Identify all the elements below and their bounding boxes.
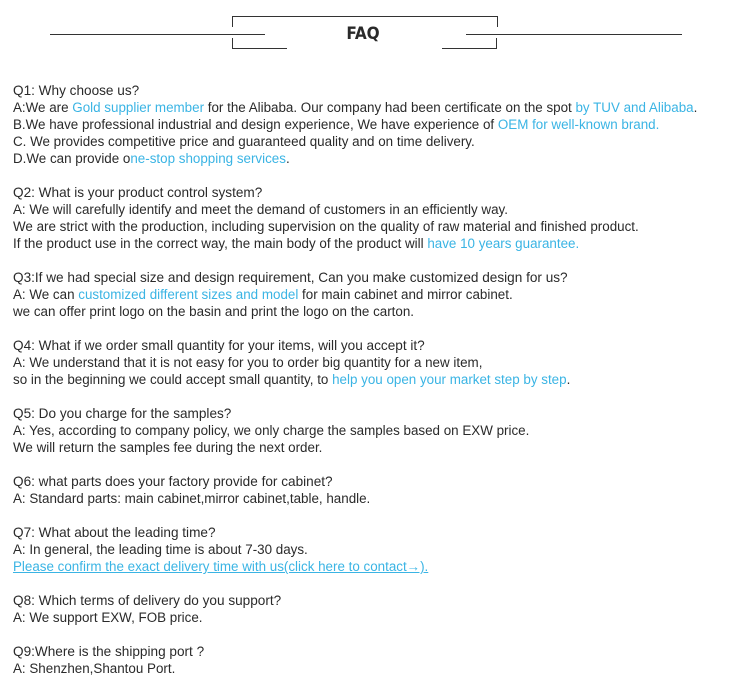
answer-q4-line1: A: We understand that it is not easy for you to order big quantity for a new item, [13, 355, 483, 370]
answer-text: . [693, 100, 698, 115]
answer-q9-line1: A: Shenzhen,Shantou Port. [13, 661, 176, 676]
question-q5: Q5: Do you charge for the samples? [13, 406, 232, 421]
faq-item-q5 [13, 405, 749, 456]
highlight-one-stop: ne-stop shopping services [130, 151, 286, 166]
faq-item-q8 [13, 592, 749, 626]
header-rule-right [466, 34, 682, 35]
header-rule-left [50, 34, 265, 35]
answer-q3-line2: we can offer print logo on the basin and print the logo on the carton. [13, 304, 414, 319]
answer-text: If the product use in the correct way, the main body of the product will [13, 236, 428, 251]
faq-item-q1 [13, 82, 749, 167]
question-q1: Q1: Why choose us? [13, 83, 140, 98]
question-q9: Q9:Where is the shipping port ? [13, 644, 205, 659]
answer-q2-line1: A: We will carefully identify and meet the demand of customers in an efficiently way. [13, 202, 508, 217]
header-bracket-bottom-right [442, 38, 497, 49]
highlight-gold-supplier: Gold supplier member [72, 100, 205, 115]
answer-text: for the Alibaba. Our company had been certificate on the spot [204, 100, 576, 115]
question-q6: Q6: what parts does your factory provide for cabinet? [13, 474, 333, 489]
question-q8: Q8: Which terms of delivery do you support? [13, 593, 282, 608]
answer-text: B.We have professional industrial and design experience, We have experience of [13, 117, 498, 132]
question-q2: Q2: What is your product control system? [13, 185, 263, 200]
faq-item-q4 [13, 337, 749, 388]
answer-text: . [285, 151, 290, 166]
answer-q6-line1: A: Standard parts: main cabinet,mirror cabinet,table, handle. [13, 491, 371, 506]
answer-q1-d [13, 150, 749, 167]
answer-q2-line3 [13, 235, 749, 252]
answer-text: so in the beginning we could accept small quantity, to [13, 372, 333, 387]
answer-text: for main cabinet and mirror cabinet. [298, 287, 513, 302]
faq-item-q7 [13, 524, 749, 575]
page-title: FAQ [346, 24, 380, 44]
question-q7: Q7: What about the leading time? [13, 525, 216, 540]
answer-text: A:We are [13, 100, 73, 115]
answer-q5-line2: We will return the samples fee during the next order. [13, 440, 323, 455]
faq-item-q6 [13, 473, 749, 507]
answer-text: A: We can [13, 287, 79, 302]
faq-item-q2 [13, 184, 749, 252]
highlight-guarantee: have 10 years guarantee. [427, 236, 580, 251]
highlight-oem: OEM for well-known brand. [497, 117, 660, 132]
answer-q1-c: C. We provides competitive price and guaranteed quality and on time delivery. [13, 134, 475, 149]
answer-q2-line2: We are strict with the production, including supervision on the quality of raw material and finished product. [13, 219, 639, 234]
question-q4: Q4: What if we order small quantity for your items, will you accept it? [13, 338, 425, 353]
answer-q1-b [13, 116, 749, 133]
highlight-customized: customized different sizes and model [78, 287, 299, 302]
faq-list [13, 82, 749, 694]
answer-q7-line1: A: In general, the leading time is about 7-30 days. [13, 542, 308, 557]
answer-text: . [566, 372, 571, 387]
answer-q4-line2 [13, 371, 749, 388]
highlight-market: help you open your market step by step [332, 372, 567, 387]
answer-q3-line1 [13, 286, 749, 303]
answer-q8-line1: A: We support EXW, FOB price. [13, 610, 203, 625]
faq-header [0, 0, 750, 60]
answer-text: D.We can provide o [13, 151, 131, 166]
contact-link[interactable]: Please confirm the exact delivery time with us(click here to contact→). [13, 559, 429, 574]
answer-q5-line1: A: Yes, according to company policy, we only charge the samples based on EXW price. [13, 423, 530, 438]
faq-item-q9 [13, 643, 749, 677]
highlight-tuv-alibaba: by TUV and Alibaba [575, 100, 694, 115]
question-q3: Q3:If we had special size and design requirement, Can you make customized design for us? [13, 270, 568, 285]
answer-q1-a [13, 99, 749, 116]
header-bracket-bottom-left [232, 38, 287, 49]
faq-item-q3 [13, 269, 749, 320]
